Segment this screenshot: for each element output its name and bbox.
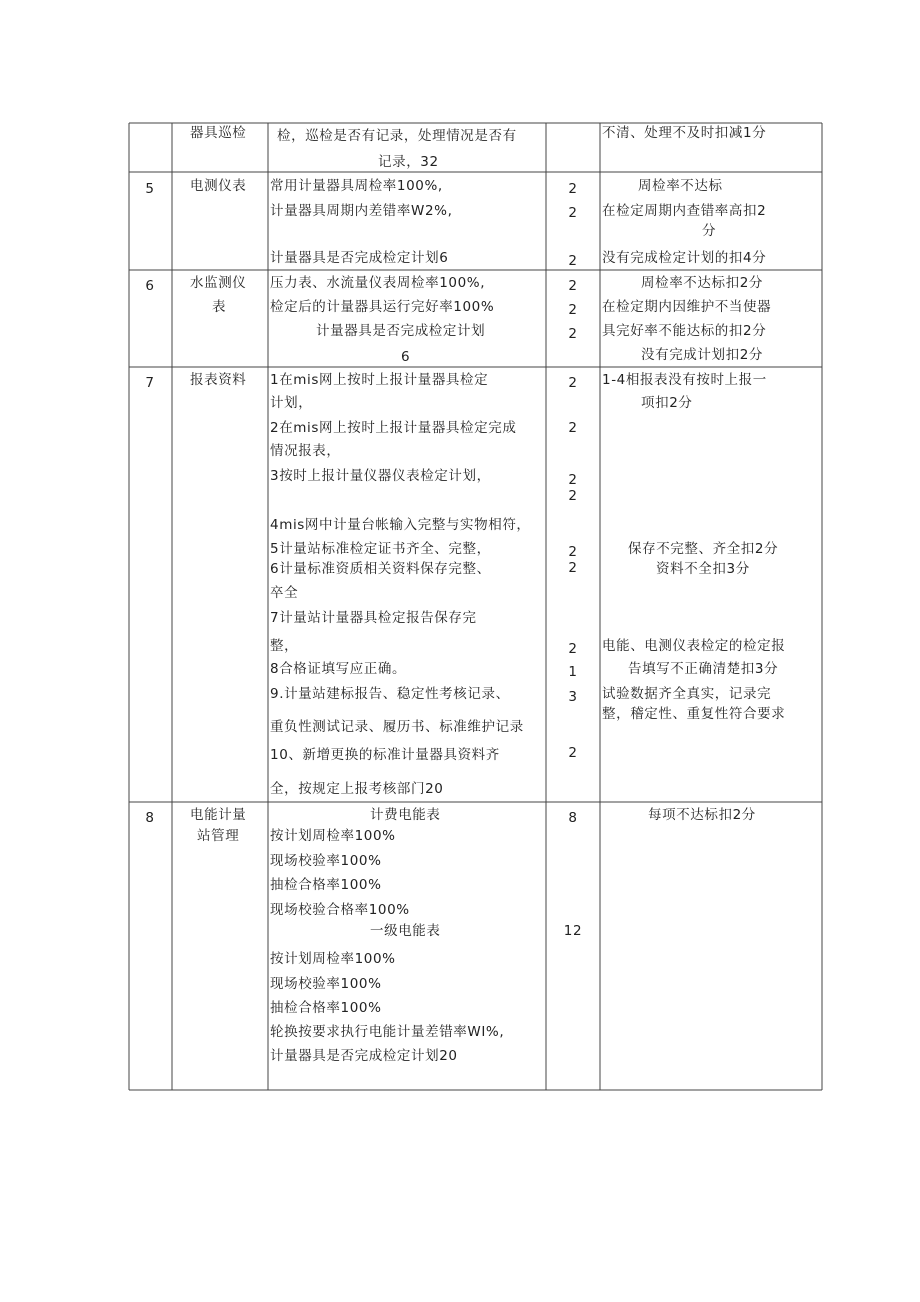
deduction-line: 1-4相报表没有按时上报一 [602,372,767,388]
row-number: 7 [145,375,155,391]
content-line: 计量器具是否完成检定计划6 [270,250,449,266]
content-line: 计费电能表 [370,807,441,823]
deduction-line: 不清、处理不及时扣减1分 [602,125,767,141]
score: 2 [568,560,578,576]
item-name: 电测仪表 [190,178,247,194]
score: 2 [568,302,578,318]
content-line: 5计量站标准检定证书齐全、完整， [270,541,491,557]
content-line: 按计划周检率100% [270,951,396,967]
deduction-line: 周检率不达标扣2分 [641,275,763,291]
score: 8 [568,810,578,826]
score: 2 [568,641,578,657]
item-name: 水监测仪 [190,275,247,291]
content-line: 7计量站计量器具检定报告保存完 [270,610,477,626]
content-line: 一级电能表 [370,923,441,939]
content-line: 4mis网中计量台帐输入完整与实物相符， [270,517,531,533]
score: 2 [568,544,578,560]
content-line: 8合格证填写应正确。 [270,661,407,677]
score: 2 [568,278,578,294]
row-number: 5 [145,181,155,197]
content-line: 常用计量器具周检率100%, [270,178,443,194]
content-line: 现场校验率100% [270,853,382,869]
score: 2 [568,375,578,391]
content-line: 计划， [270,395,313,411]
deduction-line: 在检定期内因维护不当使器 [602,299,772,315]
content-line: 6 [401,349,411,365]
deduction-line: 试验数据齐全真实，记录完 [602,686,772,702]
content-line: 9.计量站建标报告、稳定性考核记录、 [270,686,510,702]
content-line: 全，按规定上报考核部门20 [270,781,444,797]
deduction-line: 项扣2分 [641,395,693,411]
item-name: 站管理 [197,828,240,844]
content-line: 轮换按要求执行电能计量差错率WI%, [270,1024,505,1040]
score: 12 [563,923,583,939]
deduction-line: 资料不全扣3分 [656,561,750,577]
score: 2 [568,488,578,504]
content-line: 10、新增更换的标准计量器具资料齐 [270,747,500,763]
content-line: 2在mis网上按时上报计量器具检定完成 [270,420,517,436]
content-line: 6计量标准资质相关资料保存完整、 [270,561,491,577]
deduction-line: 保存不完整、齐全扣2分 [628,541,779,557]
deduction-line: 分 [702,223,717,239]
deduction-line: 电能、电测仪表检定的检定报 [602,638,786,654]
deduction-line: 具完好率不能达标的扣2分 [602,323,767,339]
deduction-line: 每项不达标扣2分 [648,807,756,823]
deduction-line: 告填写不正确清楚扣3分 [628,661,779,677]
row-number: 6 [145,278,155,294]
content-line: 按计划周检率100% [270,828,396,844]
score: 2 [568,181,578,197]
content-line: 1在mis网上按时上报计量器具检定 [270,372,489,388]
deduction-line: 没有完成检定计划的扣4分 [602,250,767,266]
deduction-line: 整，稽定性、重复性符合要求 [602,706,786,722]
item-name: 电能计量 [190,807,247,823]
score: 2 [568,420,578,436]
content-line: 整， [270,638,299,654]
content-line: 记录，32 [378,154,439,170]
content-line: 检，巡检是否有记录，处理情况是否有 [277,128,517,144]
score: 2 [568,326,578,342]
item-name: 报表资料 [190,372,247,388]
score: 2 [568,745,578,761]
item-name: 表 [212,299,227,315]
content-line: 检定后的计量器具运行完好率100% [270,299,495,315]
content-line: 计量器具周期内差错率W2%, [270,203,453,219]
score: 3 [568,689,578,705]
deduction-line: 没有完成计划扣2分 [641,347,763,363]
content-line: 现场校验合格率100% [270,902,410,918]
deduction-line: 周检率不达标 [638,178,723,194]
score: 2 [568,472,578,488]
content-line: 计量器具是否完成检定计划 [316,323,486,339]
content-line: 现场校验率100% [270,976,382,992]
content-line: 重负性测试记录、履历书、标准维护记录 [270,719,524,735]
content-line: 情况报表， [270,443,341,459]
content-line: 压力表、水流量仪表周检率100%, [270,275,486,291]
score: 2 [568,205,578,221]
content-line: 抽检合格率100% [270,1000,382,1016]
content-line: 抽检合格率100% [270,877,382,893]
item-name: 器具巡检 [190,125,247,141]
score: 2 [568,253,578,269]
row-number: 8 [145,810,155,826]
content-line: 3按时上报计量仪器仪表检定计划， [270,468,491,484]
deduction-line: 在检定周期内查错率高扣2 [602,203,767,219]
score: 1 [568,664,578,680]
content-line: 计量器具是否完成检定计划20 [270,1048,458,1064]
content-line: 卒全 [270,585,299,601]
